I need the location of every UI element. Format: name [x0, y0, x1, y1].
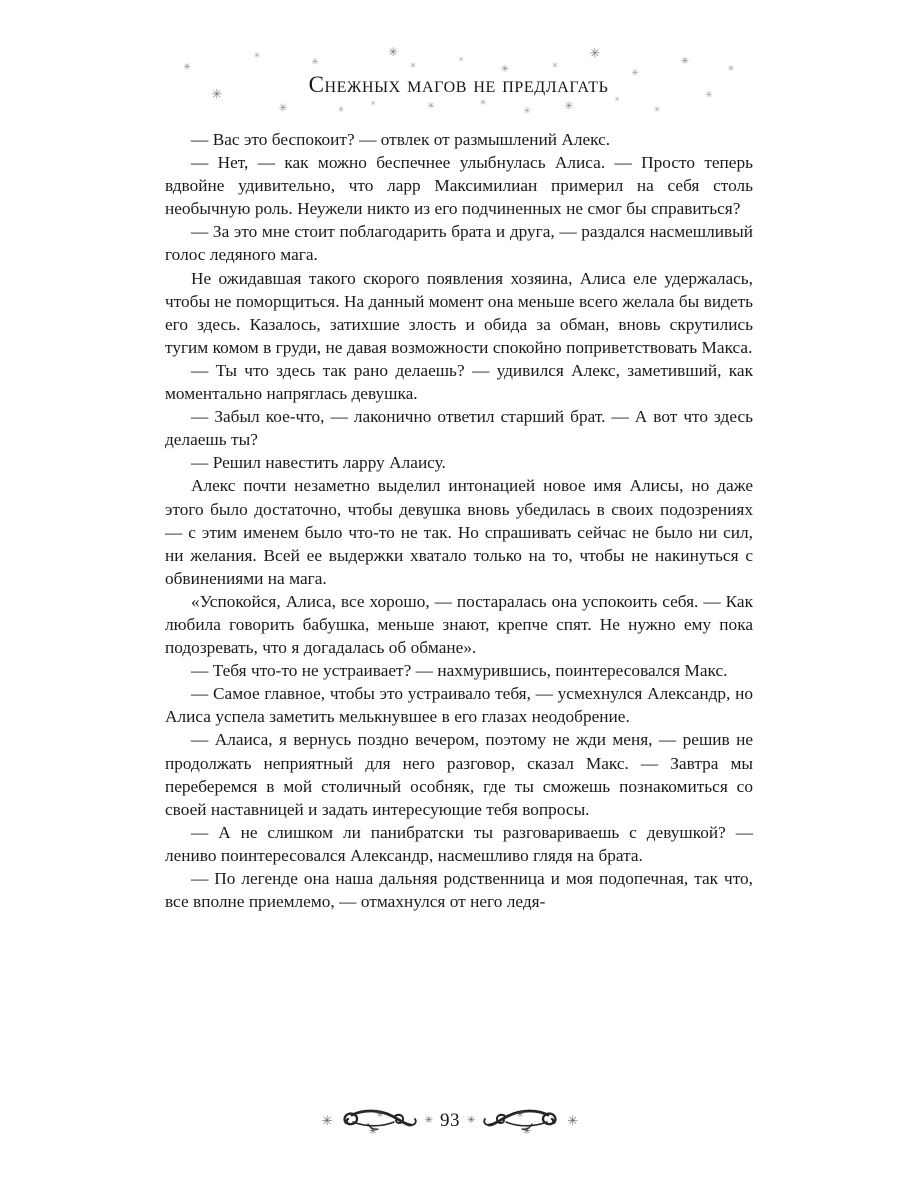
paragraph: — Ты что здесь так рано делаешь? — удивился Алекс, заметивший, как моментально напряглась девушка. — [165, 360, 753, 404]
paragraph: Алекс почти незаметно выделил интонацией новое имя Алисы, но даже этого было достаточно, чтобы девушка вновь убедилась в своих подозрениях — с этим именем было что-то не так. Но спрашивать сейчас не было ни сил, ни желания. Всей ее выдержки хватало только на то, чтобы не накинуться с обвинениями на мага. — [165, 476, 753, 588]
snowflake-icon: ✳ — [551, 61, 559, 70]
snowflake-icon: ✳ — [427, 101, 435, 112]
snowflake-icon: ✳ — [458, 55, 464, 64]
snowflake-icon: ✳ — [321, 1113, 333, 1129]
snowflake-icon: ✳ — [614, 95, 620, 104]
snowflake-icon: ✳ — [564, 99, 574, 113]
chapter-header — [165, 44, 752, 116]
snowflake-icon: ✳ — [337, 105, 345, 114]
snowflake-icon: ✳ — [211, 87, 223, 103]
snowflake-icon: ✳ — [523, 106, 531, 117]
paragraph: — Тебя что-то не устраивает? — нахмурившись, поинтересовался Макс. — [191, 661, 728, 681]
paragraph: — Алаиса, я вернусь поздно вечером, поэтому не жди меня, — решив не продолжать неприятный для него разговор, сказал Макс. — Завтра мы переберемся в мой столичный особняк, где ты сможешь познакомиться со своей наставницей и задать интересующие тебя вопросы. — [165, 730, 753, 819]
svg-text:✳: ✳ — [516, 1110, 525, 1120]
body-text-block — [165, 128, 753, 913]
svg-text:✳: ✳ — [368, 1126, 377, 1136]
snowflake-icon: ✳ — [370, 99, 376, 108]
snowflake-icon: ✳ — [311, 57, 319, 68]
flourish-swirl-ornament — [482, 1106, 560, 1136]
flourish-swirl-ornament — [340, 1106, 418, 1136]
page-footer — [0, 1098, 900, 1144]
snowflake-icon: ✳ — [387, 45, 399, 59]
snowflake-icon: ✳ — [567, 1113, 579, 1129]
paragraph: — За это мне стоит поблагодарить брата и друга, — раздался насмешливый голос ледяного мага. — [165, 222, 753, 265]
snowflake-icon: ✳ — [253, 51, 261, 60]
paragraph: — Вас это беспокоит? — отвлек от размышлений Алекс. — [191, 130, 611, 149]
snowflake-icon: ✳ — [467, 1115, 476, 1126]
snowflake-icon: ✳ — [631, 68, 639, 79]
snowflake-icon: ✳ — [653, 105, 661, 114]
paragraph: — По легенде она наша дальняя родственница и моя подопечная, так что, все вполне приемлемо, — отмахнулся от него ледя- — [165, 869, 753, 912]
paragraph: — А не слишком ли панибратски ты разговариваешь с девушкой? — лениво поинтересовался Александр, насмешливо глядя на брата. — [165, 822, 753, 865]
paragraph: — Самое главное, чтобы это устраивало тебя, — усмехнулся Александр, но Алиса успела заметить мелькнувшее в его глазах неодобрение. — [165, 684, 753, 727]
snowflake-icon: ✳ — [589, 46, 601, 62]
paragraph: Не ожидавшая такого скорого появления хозяина, Алиса еле удержалась, чтобы не поморщиться. На данный момент она меньше всего желала бы видеть его здесь. Казалось, затихшие злость и обида за обман, вновь скрутились тугим комом в груди, не давая возможности спокойно поприветствовать Макса. — [165, 268, 753, 357]
snowflake-icon: ✳ — [705, 90, 713, 101]
snowflake-icon: ✳ — [183, 62, 191, 73]
snowflake-icon: ✳ — [424, 1115, 433, 1126]
paragraph: — Нет, — как можно беспечнее улыбнулась Алиса. — Просто теперь вдвойне удивительно, что ларр Максимилиан примерил на себя столь необычную роль. Неужели никто из его подчиненных не смог бы справиться? — [165, 153, 753, 219]
snowflake-icon: ✳ — [409, 61, 417, 70]
snowflake-icon: ✳ — [680, 56, 690, 67]
page-title: Снежных магов не предлагать — [308, 72, 609, 97]
snowflake-icon: ✳ — [278, 101, 288, 115]
paragraph: «Успокойся, Алиса, все хорошо, — постаралась она успокоить себя. — Как любила говорить бабушка, меньше знают, крепче спят. Не нужно ему пока подозревать, что я догадалась об обмане». — [165, 591, 753, 658]
page-number: 93 — [440, 1110, 460, 1131]
svg-text:✳: ✳ — [375, 1110, 384, 1120]
snowflake-icon: ✳ — [727, 64, 735, 73]
svg-text:✳: ✳ — [523, 1126, 532, 1136]
paragraph: — Решил навестить ларру Алаису. — [191, 453, 446, 473]
snowflake-icon: ✳ — [479, 98, 487, 107]
snowflake-icon: ✳ — [500, 64, 510, 75]
paragraph: — Забыл кое-что, — лаконично ответил старший брат. — А вот что здесь делаешь ты? — [165, 407, 753, 450]
